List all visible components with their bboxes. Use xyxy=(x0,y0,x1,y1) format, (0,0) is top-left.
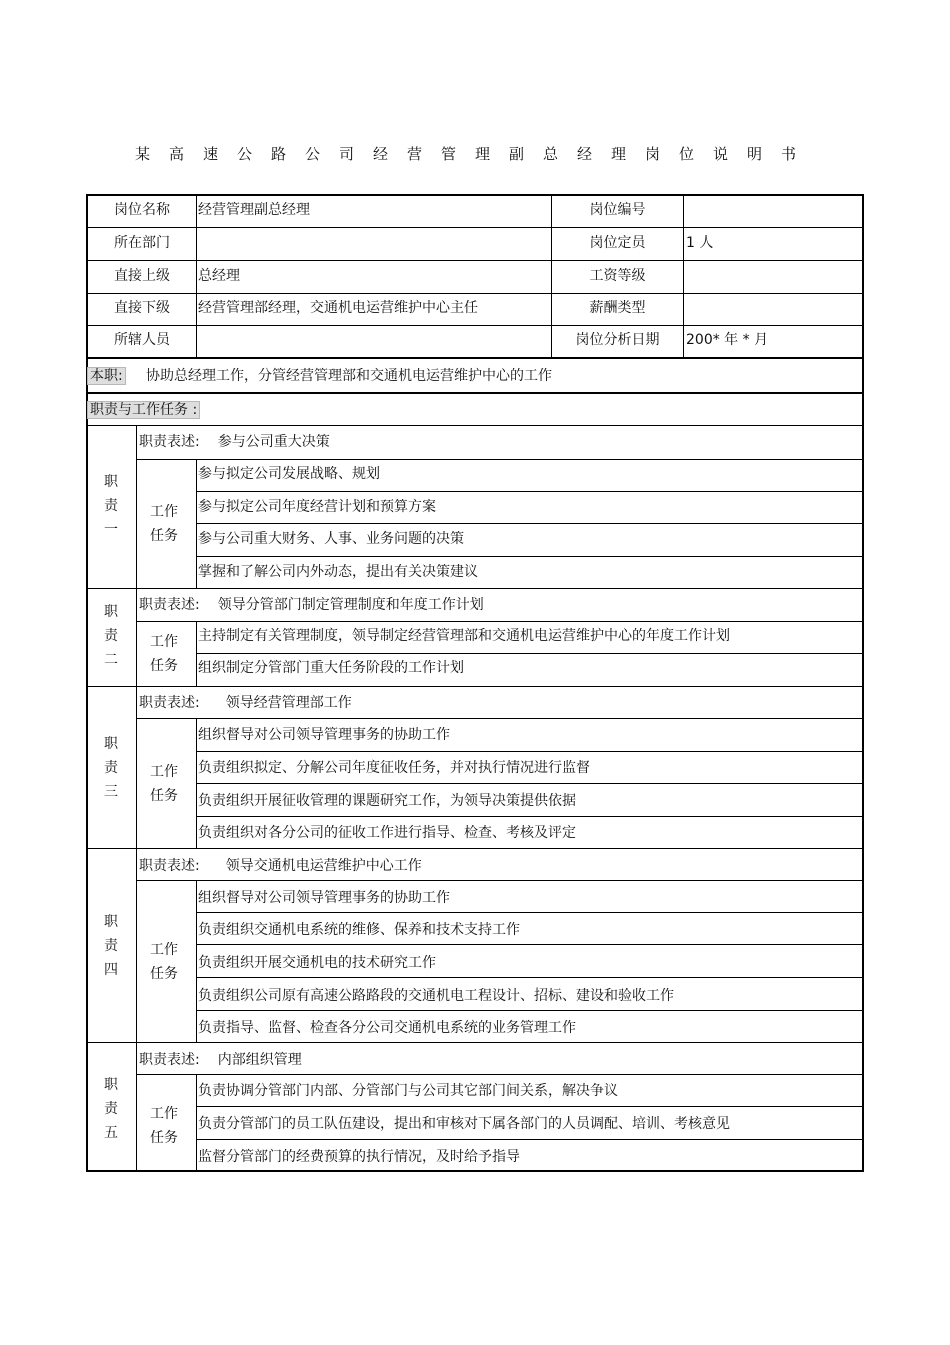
col-divider xyxy=(196,196,197,358)
task-item: 负责指导、监督、检查各分公司交通机电系统的业务管理工作 xyxy=(198,1020,576,1036)
task-item: 组织督导对公司领导管理事务的协助工作 xyxy=(198,890,450,906)
analysis-date-value: 200* 年 * 月 xyxy=(686,332,769,348)
position-code-label: 岗位编号 xyxy=(589,202,646,218)
row-divider xyxy=(87,357,863,359)
row-divider xyxy=(197,523,863,524)
headcount-value: 1 人 xyxy=(686,235,714,251)
work-task-label: 工作 任务 xyxy=(150,1106,178,1146)
task-item: 负责组织拟定、分解公司年度征收任务，并对执行情况进行监督 xyxy=(198,760,590,776)
row-divider xyxy=(197,556,863,557)
task-item: 负责组织交通机电系统的维修、保养和技术支持工作 xyxy=(198,922,520,938)
pay-type-label: 薪酬类型 xyxy=(589,300,646,316)
col-divider xyxy=(196,622,197,686)
task-item: 组织督导对公司领导管理事务的协助工作 xyxy=(198,727,450,743)
headcount-label: 岗位定员 xyxy=(589,235,646,251)
task-item: 负责组织开展征收管理的课题研究工作，为领导决策提供依据 xyxy=(198,793,576,809)
salary-grade-label: 工资等级 xyxy=(589,268,646,284)
duty-2-label: 职 责 二 xyxy=(104,604,118,668)
page-title: 某高速公路公司经营管理副总经理岗位说明书 xyxy=(134,145,815,163)
superior-label: 直接上级 xyxy=(114,268,170,284)
task-item: 参与拟定公司发展战略、规划 xyxy=(198,466,380,482)
row-divider xyxy=(87,293,863,294)
duties-header: 职责与工作任务 : xyxy=(87,400,200,420)
row-divider xyxy=(87,425,863,426)
row-divider xyxy=(87,227,863,228)
col-divider xyxy=(683,196,684,358)
position-name-value: 经营管理副总经理 xyxy=(198,202,310,218)
work-task-label: 工作 任务 xyxy=(150,634,178,674)
row-divider xyxy=(197,1010,863,1011)
task-item: 负责协调分管部门内部、分管部门与公司其它部门间关系，解决争议 xyxy=(198,1083,618,1099)
row-divider xyxy=(137,1074,863,1075)
row-divider xyxy=(197,1106,863,1107)
superior-value: 总经理 xyxy=(198,268,240,284)
row-divider xyxy=(197,491,863,492)
row-divider xyxy=(87,260,863,261)
task-item: 负责分管部门的员工队伍建设，提出和审核对下属各部门的人员调配、培训、考核意见 xyxy=(198,1116,730,1132)
department-label: 所在部门 xyxy=(114,235,170,251)
row-divider xyxy=(137,459,863,460)
task-item: 组织制定分管部门重大任务阶段的工作计划 xyxy=(198,660,464,676)
role-label: 本职: xyxy=(87,366,126,386)
row-divider xyxy=(87,325,863,326)
task-item: 负责组织公司原有高速公路路段的交通机电工程设计、招标、建设和验收工作 xyxy=(198,988,674,1004)
duty-1-label: 职 责 一 xyxy=(104,474,118,538)
row-divider xyxy=(197,912,863,913)
section-divider xyxy=(87,588,863,589)
row-divider xyxy=(197,653,863,654)
work-task-label: 工作 任务 xyxy=(150,942,178,982)
duty-2-desc: 职责表述: 领导分管部门制定管理制度和年度工作计划 xyxy=(139,597,484,613)
row-divider xyxy=(197,977,863,978)
staff-label: 所辖人员 xyxy=(114,332,170,348)
role-value: 协助总经理工作，分管经营管理部和交通机电运营维护中心的工作 xyxy=(146,368,552,384)
section-divider xyxy=(87,848,863,849)
row-divider xyxy=(87,392,863,394)
row-divider xyxy=(197,944,863,945)
row-divider xyxy=(197,1139,863,1140)
row-divider xyxy=(137,621,863,622)
col-divider xyxy=(196,1075,197,1170)
section-divider xyxy=(87,686,863,687)
position-name-label: 岗位名称 xyxy=(114,202,170,218)
analysis-date-label: 岗位分析日期 xyxy=(575,332,660,348)
row-divider xyxy=(197,783,863,784)
duty-1-desc: 职责表述: 参与公司重大决策 xyxy=(139,434,330,450)
col-divider xyxy=(196,460,197,588)
work-task-label: 工作 任务 xyxy=(150,764,178,804)
task-item: 参与拟定公司年度经营计划和预算方案 xyxy=(198,499,436,515)
duty-4-desc: 职责表述: 领导交通机电运营维护中心工作 xyxy=(139,858,422,874)
row-divider xyxy=(197,816,863,817)
duty-4-label: 职 责 四 xyxy=(104,914,118,978)
row-divider xyxy=(137,718,863,719)
task-item: 负责组织对各分公司的征收工作进行指导、检查、考核及评定 xyxy=(198,825,576,841)
task-item: 掌握和了解公司内外动态，提出有关决策建议 xyxy=(198,564,478,580)
task-item: 负责组织开展交通机电的技术研究工作 xyxy=(198,955,436,971)
work-task-label: 工作 任务 xyxy=(150,504,178,544)
duty-3-desc: 职责表述: 领导经营管理部工作 xyxy=(139,695,352,711)
row-divider xyxy=(137,880,863,881)
section-divider xyxy=(87,1042,863,1043)
subordinate-label: 直接下级 xyxy=(114,300,170,316)
task-item: 参与公司重大财务、人事、业务问题的决策 xyxy=(198,531,464,547)
duty-5-desc: 职责表述: 内部组织管理 xyxy=(139,1052,302,1068)
task-item: 主持制定有关管理制度，领导制定经营管理部和交通机电运营维护中心的年度工作计划 xyxy=(198,628,730,644)
duty-3-label: 职 责 三 xyxy=(104,736,118,800)
col-divider xyxy=(196,881,197,1042)
duty-5-label: 职 责 五 xyxy=(104,1077,118,1141)
task-item: 监督分管部门的经费预算的执行情况，及时给予指导 xyxy=(198,1149,520,1165)
subordinate-value: 经营管理部经理，交通机电运营维护中心主任 xyxy=(198,300,478,316)
row-divider xyxy=(197,751,863,752)
